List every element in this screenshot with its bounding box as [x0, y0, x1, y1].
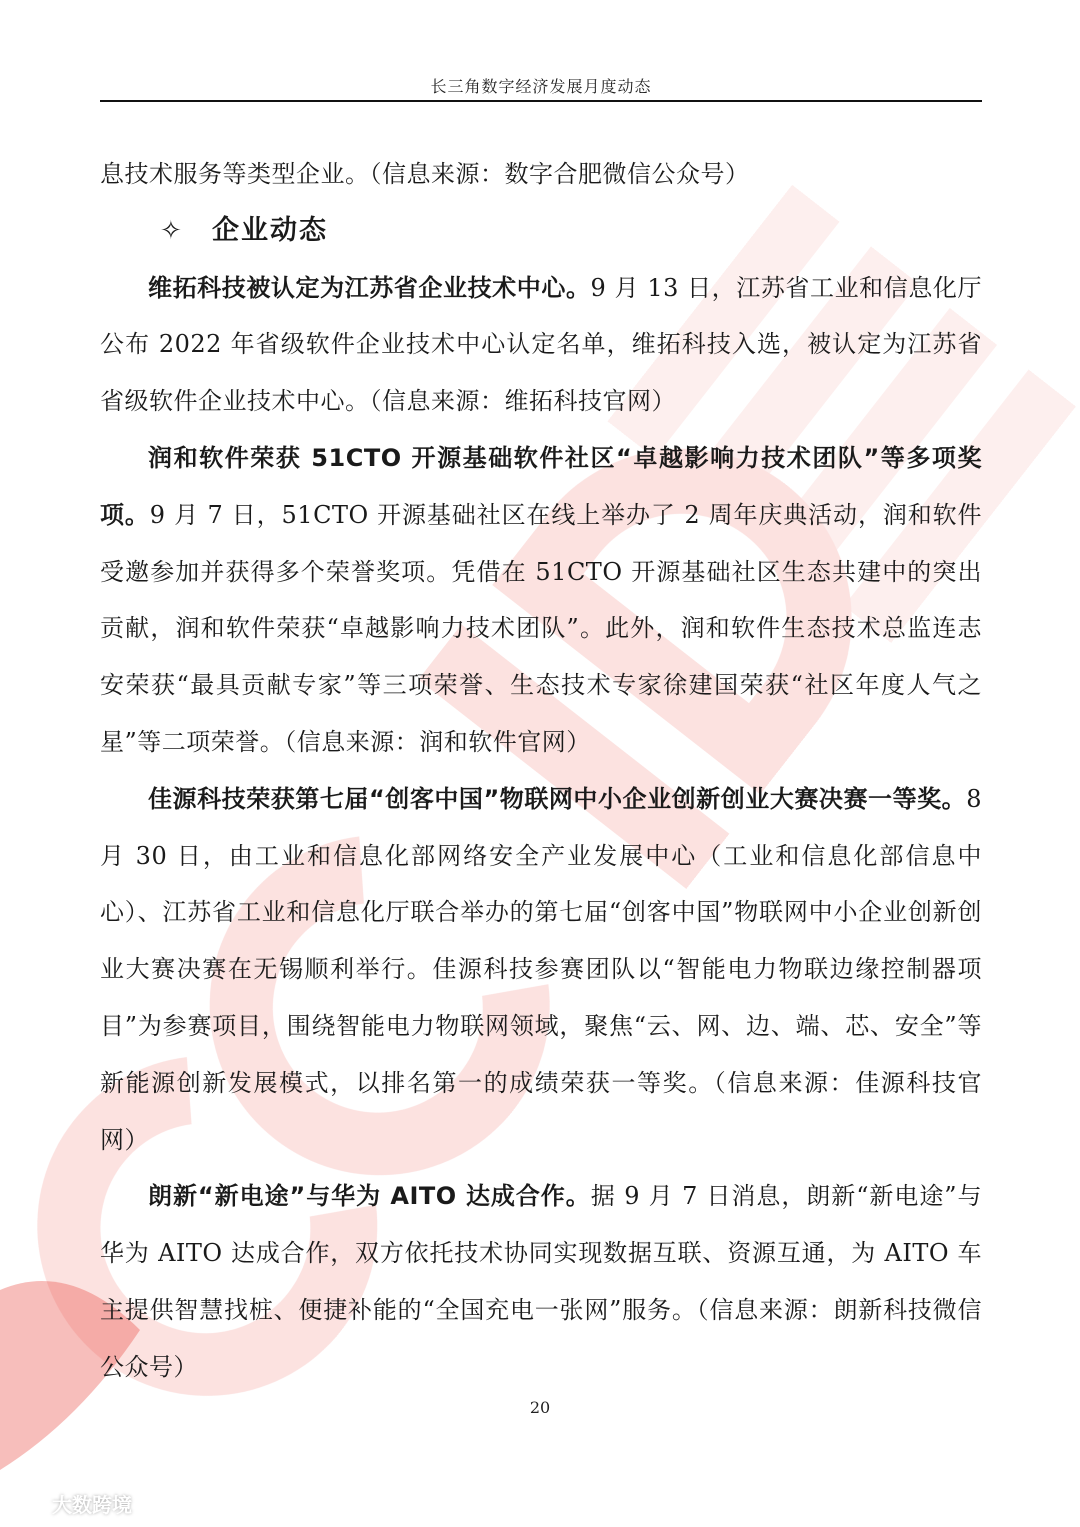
- running-header: 长三角数字经济发展月度动态: [430, 77, 652, 96]
- article-body: 据 9 月 7 日消息，朗新“新电途”与华为 AITO 达成合作，双方依托技术协同实现数据互联、资源互通，为 AITO 车主提供智慧找桩、便捷补能的“全国充电一张网”服务。（信息来源：朗新科技微信公众号）: [100, 1182, 982, 1381]
- article-body: 9 月 13 日，江苏省工业和信息化厅公布 2022 年省级软件企业技术中心认定名单，维拓科技入选，被认定为江苏省省级软件企业技术中心。（信息来源：维拓科技官网）: [100, 273, 982, 416]
- brand-name: 大数跨境: [52, 1492, 132, 1517]
- article-lead: 维拓科技被认定为江苏省企业技术中心。: [148, 273, 591, 302]
- article-paragraph: [100, 260, 982, 430]
- article-paragraph: [100, 771, 982, 1169]
- article-paragraph: [100, 1168, 982, 1395]
- header-rule: [100, 100, 982, 102]
- article-body: 8 月 30 日，由工业和信息化部网络安全产业发展中心（工业和信息化部信息中心）、江苏省工业和信息化厅联合举办的第七届“创客中国”物联网中小企业创新创业大赛决赛在无锡顺利举行。佳源科技参赛团队以“智能电力物联边缘控制器项目”为参赛项目，围绕智能电力物联网领域，聚焦“云、网、边、端、芯、安全”等新能源创新发展模式，以排名第一的成绩荣获一等奖。（信息来源：佳源科技官网）: [100, 784, 982, 1154]
- article-lead: 佳源科技荣获第七届“创客中国”物联网中小企业创新创业大赛决赛一等奖。: [148, 784, 967, 813]
- diamond-marker-icon: ✧: [160, 215, 184, 246]
- article-lead: 朗新“新电途”与华为 AITO 达成合作。: [148, 1182, 591, 1211]
- article-paragraph: [100, 430, 982, 771]
- article-lead: 润和软件荣获 51CTO 开源基础软件社区“卓越影响力技术团队”等多项奖项。: [100, 443, 982, 529]
- intro-paragraph: 息技术服务等类型企业。（信息来源：数字合肥微信公众号）: [100, 160, 750, 188]
- footer-brand-logo: [8, 1488, 132, 1518]
- page-number: 20: [529, 1398, 551, 1417]
- section-heading: [100, 203, 982, 260]
- section-title: 企业动态: [212, 214, 328, 246]
- article-body: 9 月 7 日，51CTO 开源基础社区在线上举办了 2 周年庆典活动，润和软件受邀参加并获得多个荣誉奖项。凭借在 51CTO 开源基础社区生态共建中的突出贡献，润和软件荣获“卓越影响力技术团队”。此外，润和软件生态技术总监连志安荣获“最具贡献专家”等三项荣誉、生态技术专家徐建国荣获“社区年度人气之星”等二项荣誉。（信息来源：润和软件官网）: [100, 500, 982, 756]
- brand-logo-icon: [8, 1491, 48, 1515]
- page-body: [100, 146, 982, 1396]
